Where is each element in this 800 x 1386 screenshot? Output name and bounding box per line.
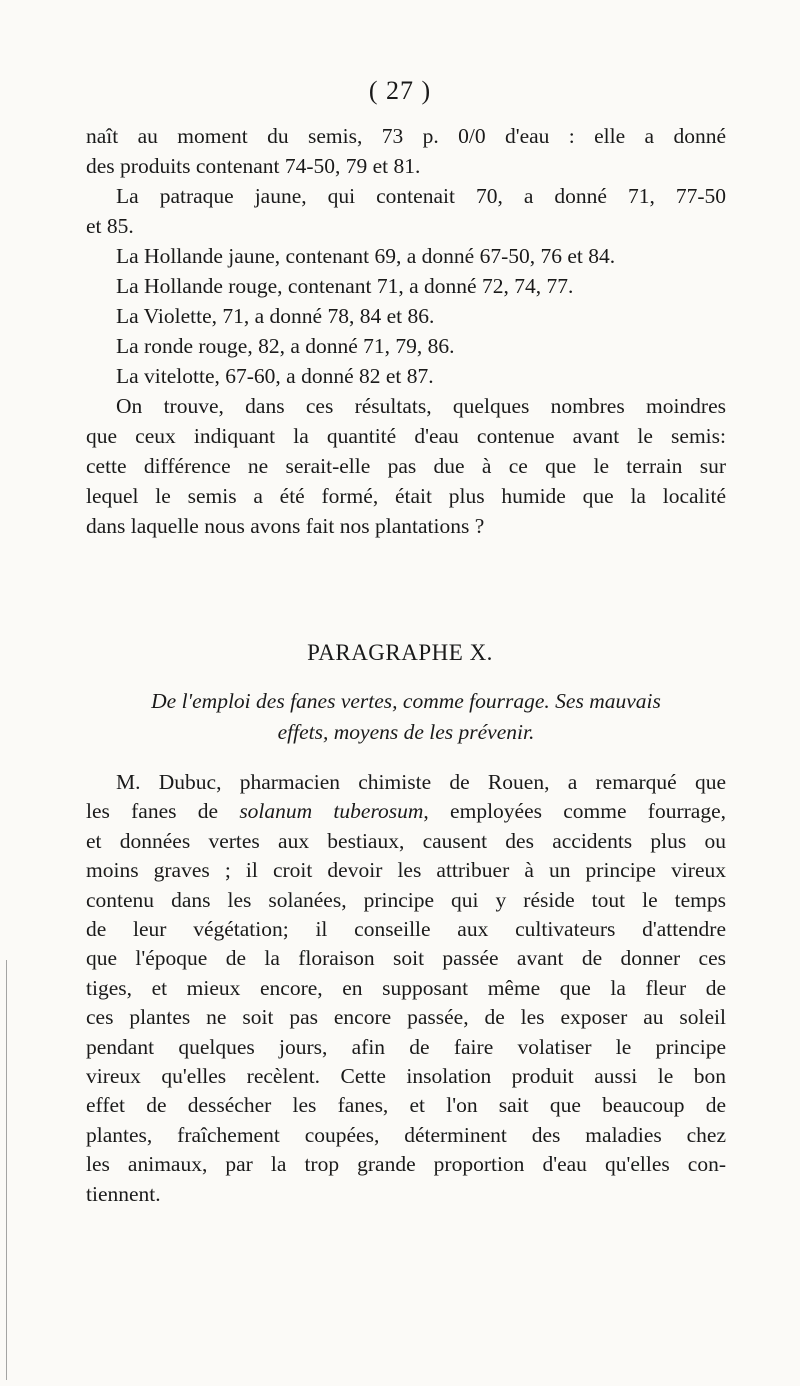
text-line: effet de dessécher les fanes, et l'on sait que beaucoup de	[86, 1093, 726, 1118]
text-line: ces plantes ne soit pas encore passée, de les exposer au soleil	[86, 1005, 726, 1030]
text-run: les fanes de	[86, 799, 240, 824]
text-line: tiennent.	[86, 1181, 161, 1206]
text-line: M. Dubuc, pharmacien chimiste de Rouen, a remarqué que	[116, 770, 726, 794]
text-line: de leur végétation; il conseille aux cultivateurs d'attendre	[86, 917, 726, 942]
section-subtitle	[86, 686, 726, 748]
text-line: La Violette, 71, a donné 78, 84 et 86.	[116, 304, 435, 328]
text-line	[86, 797, 726, 826]
text-line: moins graves ; il croit devoir les attribuer à un principe vireux	[86, 858, 726, 883]
text-line: La ronde rouge, 82, a donné 71, 79, 86.	[116, 334, 455, 358]
text-line: plantes, fraîchement coupées, déterminent des maladies chez	[86, 1122, 726, 1147]
text-line: La Hollande rouge, contenant 71, a donné 72, 74, 77.	[116, 274, 574, 298]
text-block-paragraph	[86, 768, 726, 1209]
text-line: que l'époque de la floraison soit passée avant de donner ces	[86, 946, 726, 971]
text-line: les animaux, par la trop grande proportion d'eau qu'elles con-	[86, 1152, 726, 1177]
text-line: La patraque jaune, qui contenait 70, a donné 71, 77-50	[116, 184, 726, 208]
text-line: dans laquelle nous avons fait nos plantations ?	[86, 514, 485, 538]
page-number: ( 27 )	[368, 76, 432, 105]
text-line: cette différence ne serait-elle pas due à ce que le terrain sur	[86, 454, 726, 478]
subtitle-line: effets, moyens de les prévenir.	[277, 720, 535, 744]
section-heading: PARAGRAPHE X.	[307, 640, 493, 665]
page-edge-line	[6, 960, 7, 1380]
subtitle-line: De l'emploi des fanes vertes, comme fourrage. Ses mauvais	[151, 689, 661, 713]
text-run: , employées comme fourrage,	[423, 799, 726, 824]
text-line: La vitelotte, 67-60, a donné 82 et 87.	[116, 364, 434, 388]
text-line: On trouve, dans ces résultats, quelques nombres moindres	[116, 394, 726, 418]
text-line: contenu dans les solanées, principe qui y réside tout le temps	[86, 887, 726, 912]
text-line: La Hollande jaune, contenant 69, a donné 67-50, 76 et 84.	[116, 244, 616, 268]
text-line: vireux qu'elles recèlent. Cette insolation produit aussi le bon	[86, 1064, 726, 1089]
text-line: naît au moment du semis, 73 p. 0/0 d'eau : elle a donné	[86, 124, 726, 148]
text-line: lequel le semis a été formé, était plus humide que la localité	[86, 484, 726, 508]
text-line: et 85.	[86, 214, 134, 238]
text-line: tiges, et mieux encore, en supposant même que la fleur de	[86, 975, 726, 1000]
text-block-top	[86, 121, 726, 541]
latin-name: solanum tuberosum	[239, 799, 424, 824]
text-line: pendant quelques jours, afin de faire volatiser le principe	[86, 1034, 726, 1059]
text-line: que ceux indiquant la quantité d'eau contenue avant le semis:	[86, 424, 726, 448]
text-line: des produits contenant 74-50, 79 et 81.	[86, 154, 421, 178]
text-line: et données vertes aux bestiaux, causent des accidents plus ou	[86, 828, 726, 853]
